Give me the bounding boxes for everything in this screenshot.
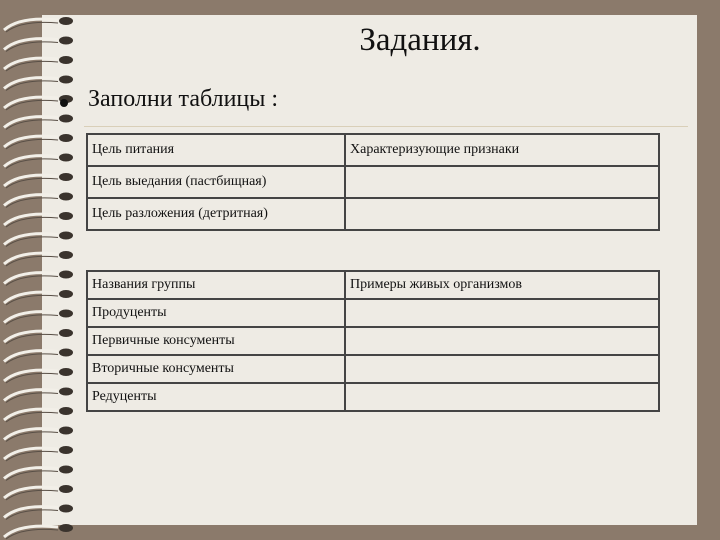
binding-hole: [59, 407, 73, 415]
binding-hole: [59, 212, 73, 220]
divider: [84, 126, 688, 127]
binding-hole: [59, 466, 73, 474]
table-header-cell: Названия группы: [87, 271, 345, 299]
binding-hole: [59, 524, 73, 532]
binding-hole: [59, 368, 73, 376]
table-cell: Цель выедания (пастбищная): [87, 166, 345, 198]
table-header-row: [87, 271, 659, 299]
binding-hole: [59, 349, 73, 357]
table-header-cell: Примеры живых организмов: [345, 271, 659, 299]
table-cell-empty[interactable]: [345, 327, 659, 355]
binding-hole: [59, 154, 73, 162]
binding-hole: [59, 76, 73, 84]
table-cell: Редуценты: [87, 383, 345, 411]
binding-hole: [59, 329, 73, 337]
binding-hole: [59, 251, 73, 259]
binding-hole: [59, 485, 73, 493]
binding-hole: [59, 115, 73, 123]
table-header-cell: Цель питания: [87, 134, 345, 166]
binding-hole: [59, 193, 73, 201]
slide-title: Задания.: [359, 22, 481, 58]
table-row: [87, 198, 659, 230]
table-cell: Продуценты: [87, 299, 345, 327]
binding-hole: [59, 505, 73, 513]
task-text: Заполни таблицы :: [88, 86, 279, 112]
binding-hole: [59, 290, 73, 298]
table-row: [87, 383, 659, 411]
binding-hole: [59, 173, 73, 181]
binding-hole: [59, 232, 73, 240]
binding-hole: [59, 446, 73, 454]
organism-groups-table: [86, 270, 660, 412]
binding-hole: [59, 427, 73, 435]
table-header-cell: Характеризующие признаки: [345, 134, 659, 166]
table-row: [87, 355, 659, 383]
table-cell-empty[interactable]: [345, 383, 659, 411]
table-row: [87, 299, 659, 327]
table-cell: Цель разложения (детритная): [87, 198, 345, 230]
table-cell: Первичные консументы: [87, 327, 345, 355]
table-cell: Вторичные консументы: [87, 355, 345, 383]
binding-hole: [59, 271, 73, 279]
table-cell-empty[interactable]: [345, 198, 659, 230]
spiral-binding: [0, 0, 80, 540]
table-cell-empty[interactable]: [345, 299, 659, 327]
binding-hole: [59, 388, 73, 396]
food-chain-table: [86, 133, 660, 231]
binding-hole: [59, 310, 73, 318]
table-cell-empty[interactable]: [345, 166, 659, 198]
table-row: [87, 166, 659, 198]
table-header-row: [87, 134, 659, 166]
table-cell-empty[interactable]: [345, 355, 659, 383]
bullet-icon: [60, 99, 68, 107]
table-row: [87, 327, 659, 355]
binding-hole: [59, 134, 73, 142]
